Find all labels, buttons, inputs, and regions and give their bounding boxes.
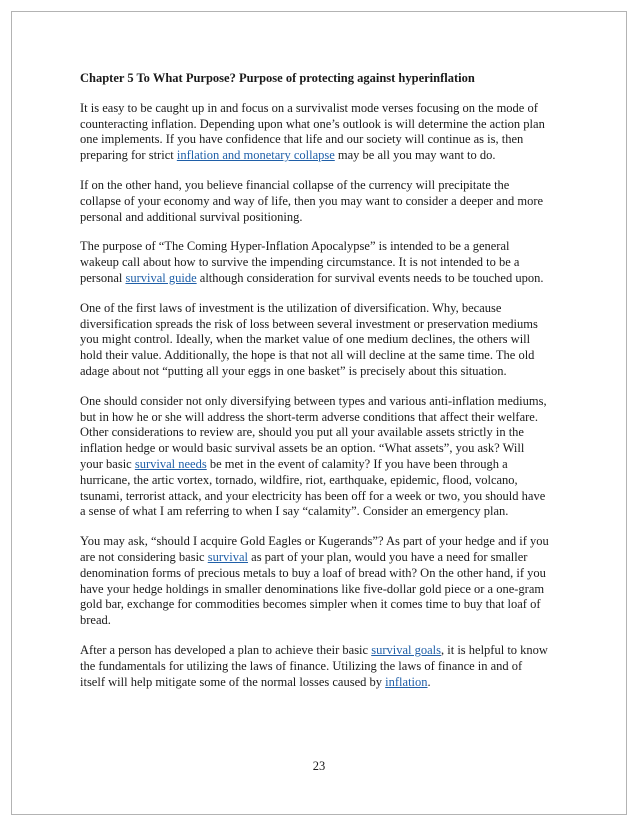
paragraph-text: The purpose of “The Coming Hyper-Inflation Apocalypse” is intended to be a general wakeup call about how to survive the impending circumstance. It is not intended to be a personal bbox=[80, 239, 520, 285]
paragraph-1 bbox=[80, 101, 550, 164]
paragraph-text: may be all you may want to do. bbox=[334, 148, 496, 163]
link-inflation-and-monetary-collapse[interactable]: inflation and monetary collapse bbox=[176, 148, 335, 163]
paragraph-text: . bbox=[427, 674, 431, 689]
paragraph-text: It is easy to be caught up in and focus on a survivalist mode verses focusing on the mode of counteracting inflation. Depending upon what one’s outlook is will determine the action plan one implements. If you have confidence that life and our society will continue as is, then preparing for strict bbox=[80, 100, 545, 163]
paragraph-text: Other considerations to review are, should you put all your available assets strictly in the inflation hedge or would basic survival assets be an option. “What assets”, you ask? Will your basic bbox=[80, 425, 525, 471]
link-survival[interactable]: survival bbox=[207, 549, 249, 564]
paragraph-text: , it is helpful to know the fundamentals for utilizing the laws of finance. Utilizing the laws of finance in and of itself will help mitigate some of the normal losses caused by bbox=[80, 642, 548, 689]
page-number: 23 bbox=[312, 759, 326, 773]
paragraph-text: as part of your plan, would you have a need for smaller denomination forms of precious metals to buy a loaf of bread with? On the other hand, if you have your hedge holdings in smaller denominations like five-dollar gold piece or a one-gram gold bar, exchange for commodities becomes simpler when it comes time to buy that loaf of bread. bbox=[80, 549, 546, 628]
paragraph-2: If on the other hand, you believe financial collapse of the currency will precipitate the collapse of your economy and way of life, then you may want to consider a deeper and more personal and additional survival positioning. bbox=[80, 177, 544, 224]
paragraph-text: although consideration for survival events needs to be touched upon. bbox=[196, 270, 544, 285]
document-body bbox=[80, 71, 550, 704]
paragraph-3 bbox=[80, 239, 550, 286]
paragraph-8 bbox=[80, 643, 550, 690]
link-inflation[interactable]: inflation bbox=[385, 674, 428, 689]
chapter-heading: Chapter 5 To What Purpose? Purpose of protecting against hyperinflation bbox=[80, 71, 475, 85]
paragraph-text: After a person has developed a plan to achieve their basic bbox=[80, 642, 372, 657]
link-survival-needs[interactable]: survival needs bbox=[134, 456, 207, 471]
link-survival-guide[interactable]: survival guide bbox=[125, 270, 197, 285]
paragraph-text: You may ask, “should I acquire Gold Eagles or Kugerands”? As part of your hedge and if you are not considering basic bbox=[80, 534, 549, 564]
paragraph-7 bbox=[80, 534, 550, 629]
paragraph-5: One should consider not only diversifying between types and various anti-inflation mediums, but in how he or she will address the short-term adverse conditions that affect their welfare. bbox=[80, 393, 547, 424]
paragraph-4: One of the first laws of investment is the utilization of diversification. Why, because diversification spreads the risk of loss between several investment or preservation mediums you might control. Ideally, when the market value of one medium declines, the others will hold their value. Additionally, the hope is that not all will decline at the same time. The old adage about not “putting all your eggs in one basket” is precisely about this situation. bbox=[80, 300, 538, 378]
paragraph-6 bbox=[80, 425, 550, 520]
link-survival-goals[interactable]: survival goals bbox=[371, 642, 441, 657]
paragraph-text: be met in the event of calamity? If you have been through a hurricane, the artic vortex, tornado, wildfire, riot, earthquake, epidemic, flood, volcano, tsunami, terrorist attack, and your electricity has been off for a week or two, you should have a sense of what I am referring to when I say “calamity”. Consider an emergency plan. bbox=[80, 456, 546, 519]
